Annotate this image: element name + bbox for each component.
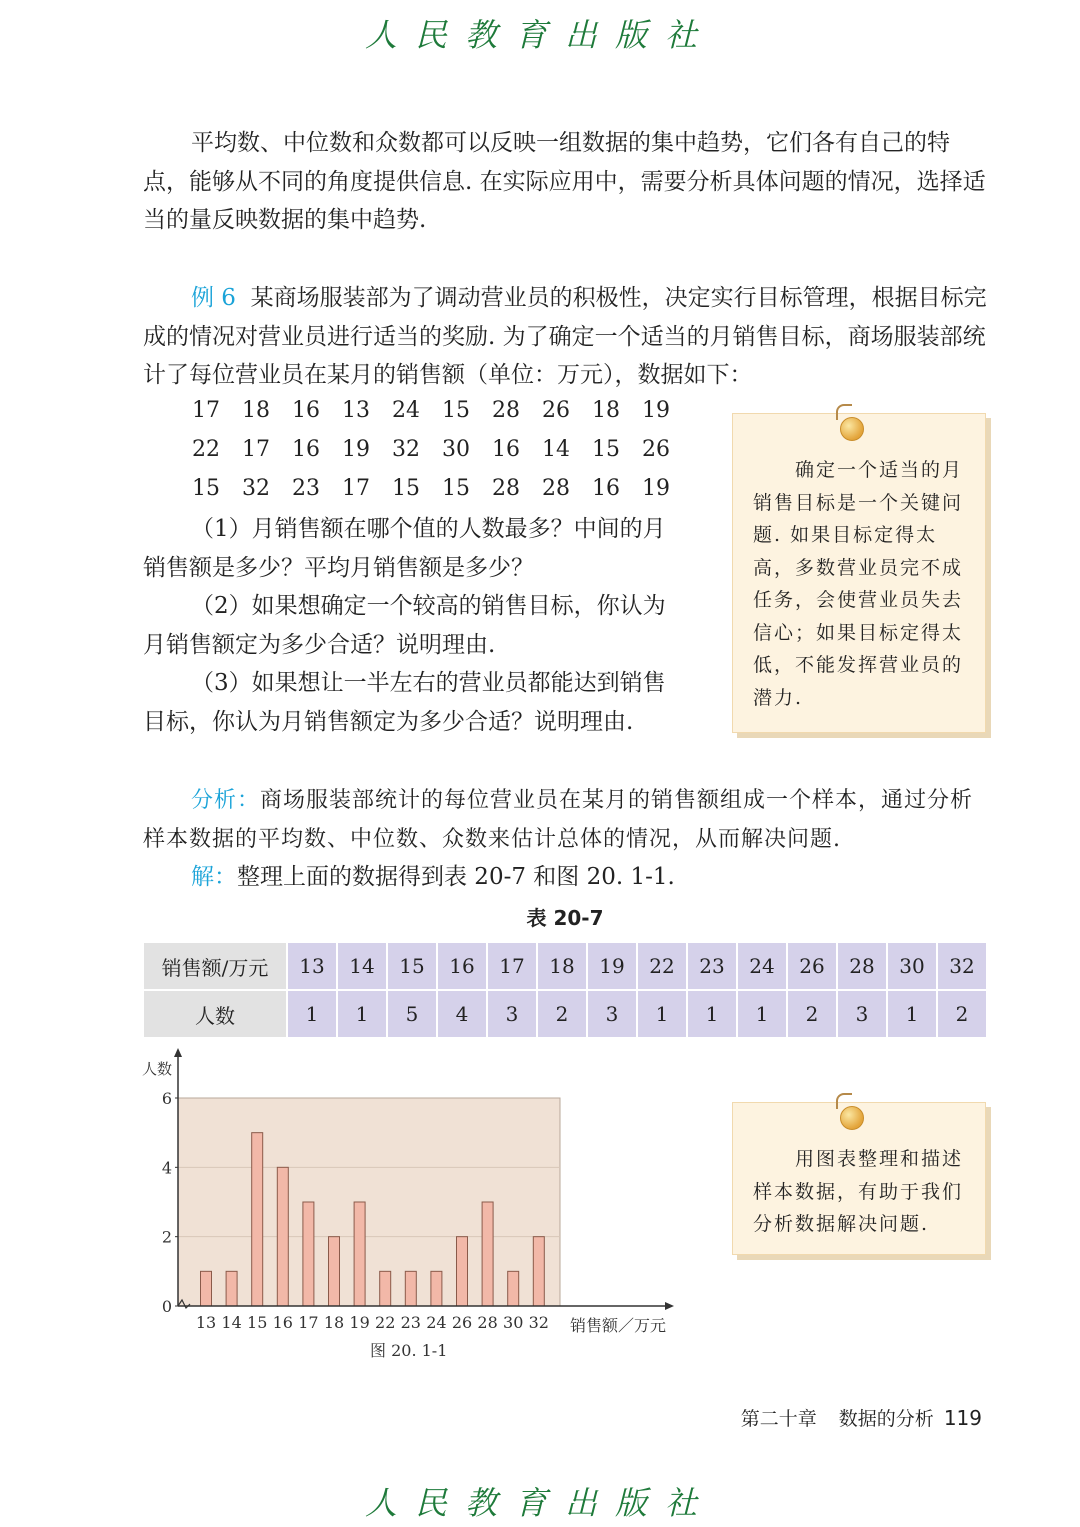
table-caption: 表 20-7 <box>526 906 604 930</box>
data-value: 18 <box>242 398 270 423</box>
question-3: （3）如果想让一半左右的营业员都能达到销售目标，你认为月销售额定为多少合适？说明理由. <box>143 670 666 735</box>
side-note-1 <box>732 413 986 733</box>
analysis-text: 商场服装部统计的每位营业员在某月的销售额组成一个样本，通过分析样本数据的平均数、中位数、众数来估计总体的情况，从而解决问题. <box>143 788 974 852</box>
table-cell-count: 2 <box>537 990 587 1038</box>
table-cell-count: 5 <box>387 990 437 1038</box>
bar-13 <box>201 1271 212 1306</box>
intro-paragraph <box>143 124 988 240</box>
bar-18 <box>329 1237 340 1306</box>
data-value: 17 <box>242 437 270 462</box>
bar-26 <box>457 1237 468 1306</box>
y-axis-label: 人数 <box>142 1060 173 1078</box>
data-value: 28 <box>492 398 520 423</box>
example-label: 例 6 <box>191 285 236 311</box>
table-cell-count: 3 <box>837 990 887 1038</box>
table-cell-sales: 24 <box>737 942 787 990</box>
table-header-count: 人数 <box>143 990 287 1038</box>
page-footer <box>741 1404 982 1431</box>
table-cell-sales: 22 <box>637 942 687 990</box>
data-value: 17 <box>342 476 370 501</box>
table-cell-count: 1 <box>687 990 737 1038</box>
table-cell-count: 3 <box>587 990 637 1038</box>
bar-14 <box>226 1271 237 1306</box>
analysis-paragraph <box>143 782 988 859</box>
question-1: （1）月销售额在哪个值的人数最多？中间的月销售额是多少？平均月销售额是多少？ <box>143 516 666 581</box>
data-value: 18 <box>592 398 620 423</box>
data-value: 19 <box>642 476 670 501</box>
side-note-2-text: 用图表整理和描述样本数据，有助于我们分析数据解决问题. <box>753 1148 964 1235</box>
bar-17 <box>303 1202 314 1306</box>
data-value: 30 <box>442 437 470 462</box>
data-value: 13 <box>342 398 370 423</box>
table-cell-sales: 18 <box>537 942 587 990</box>
x-tick-label: 15 <box>247 1313 268 1332</box>
bar-24 <box>431 1271 442 1306</box>
x-axis-label: 销售额／万元 <box>570 1316 667 1335</box>
bar-19 <box>354 1202 365 1306</box>
table-cell-count: 1 <box>337 990 387 1038</box>
x-tick-label: 28 <box>477 1313 498 1332</box>
example-text: 某商场服装部为了调动营业员的积极性，决定实行目标管理，根据目标完成的情况对营业员进行适当的奖励. 为了确定一个适当的月销售目标，商场服装部统计了每位营业员在某月的销售额（单位：万元），数据如下： <box>143 285 987 388</box>
frequency-table <box>142 941 988 1039</box>
table-cell-sales: 15 <box>387 942 437 990</box>
table-cell-count: 1 <box>737 990 787 1038</box>
x-tick-label: 14 <box>221 1313 242 1332</box>
solution-text: 整理上面的数据得到表 20-7 和图 20. 1-1. <box>237 864 675 890</box>
data-value: 15 <box>592 437 620 462</box>
data-row-2 <box>192 437 692 462</box>
data-value: 32 <box>392 437 420 462</box>
data-row-3 <box>192 476 692 501</box>
x-tick-label: 16 <box>272 1313 293 1332</box>
analysis-label: 分析： <box>191 788 261 813</box>
data-value: 24 <box>392 398 420 423</box>
pushpin-icon <box>840 417 864 441</box>
bar-22 <box>380 1271 391 1306</box>
table-cell-sales: 23 <box>687 942 737 990</box>
data-value: 16 <box>292 398 320 423</box>
table-header-sales: 销售额/万元 <box>143 942 287 990</box>
table-cell-count: 4 <box>437 990 487 1038</box>
x-tick-label: 13 <box>195 1313 217 1332</box>
y-tick-label: 0 <box>161 1297 172 1316</box>
publisher-logo-top: 人民教育出版社 <box>364 16 715 54</box>
table-cell-sales: 16 <box>437 942 487 990</box>
bar-chart <box>130 1045 690 1365</box>
x-tick-label: 32 <box>528 1313 549 1332</box>
table-cell-count: 3 <box>487 990 537 1038</box>
data-value: 16 <box>592 476 620 501</box>
bar-32 <box>533 1237 544 1306</box>
bar-30 <box>508 1271 519 1306</box>
bar-15 <box>252 1133 263 1306</box>
x-tick-label: 23 <box>400 1313 421 1332</box>
data-value: 26 <box>642 437 670 462</box>
table-cell-count: 2 <box>787 990 837 1038</box>
table-cell-count: 1 <box>637 990 687 1038</box>
x-tick-label: 19 <box>349 1313 370 1332</box>
x-tick-label: 24 <box>426 1313 447 1332</box>
table-cell-sales: 26 <box>787 942 837 990</box>
x-tick-label: 26 <box>451 1313 473 1332</box>
data-value: 15 <box>392 476 420 501</box>
table-cell-count: 1 <box>287 990 337 1038</box>
publisher-logo-bottom: 人民教育出版社 <box>364 1484 715 1522</box>
page-number: 119 <box>943 1406 982 1430</box>
data-value: 17 <box>192 398 220 423</box>
data-value: 22 <box>192 437 220 462</box>
data-value: 26 <box>542 398 570 423</box>
footer-chapter: 第二十章 <box>740 1408 817 1430</box>
data-value: 23 <box>292 476 320 501</box>
data-value: 19 <box>642 398 670 423</box>
table-cell-sales: 28 <box>837 942 887 990</box>
figure-caption: 图 20. 1-1 <box>370 1341 448 1360</box>
table-cell-sales: 17 <box>487 942 537 990</box>
data-value: 15 <box>442 476 470 501</box>
table-cell-sales: 19 <box>587 942 637 990</box>
x-tick-label: 18 <box>323 1313 345 1332</box>
table-cell-sales: 30 <box>887 942 937 990</box>
intro-text: 平均数、中位数和众数都可以反映一组数据的集中趋势，它们各有自己的特点，能够从不同的角度提供信息. 在实际应用中，需要分析具体问题的情况，选择适当的量反映数据的集中趋势. <box>143 130 986 233</box>
y-tick-label: 4 <box>161 1158 172 1178</box>
data-value: 28 <box>492 476 520 501</box>
x-tick-label: 17 <box>298 1313 319 1332</box>
table-cell-sales: 32 <box>937 942 987 990</box>
pushpin-icon-2 <box>840 1106 864 1130</box>
y-axis-arrow <box>174 1048 182 1057</box>
solution-label: 解： <box>191 864 237 890</box>
data-row-1 <box>192 398 692 423</box>
table-row-sales <box>143 942 987 990</box>
data-value: 14 <box>542 437 570 462</box>
side-note-1-text: 确定一个适当的月销售目标是一个关键问题. 如果目标定得太高，多数营业员完不成任务，会使营业员失去信心；如果目标定得太低，不能发挥营业员的潜力. <box>753 459 964 709</box>
bar-16 <box>277 1167 288 1306</box>
x-tick-label: 30 <box>503 1313 524 1332</box>
x-axis-arrow <box>665 1302 674 1310</box>
table-cell-count: 1 <box>887 990 937 1038</box>
footer-title: 数据的分析 <box>838 1408 934 1430</box>
bar-23 <box>405 1271 416 1306</box>
table-cell-count: 2 <box>937 990 987 1038</box>
y-tick-label: 2 <box>161 1227 172 1247</box>
data-value: 28 <box>542 476 570 501</box>
data-value: 16 <box>492 437 520 462</box>
data-value: 15 <box>192 476 220 501</box>
data-value: 19 <box>342 437 370 462</box>
question-2: （2）如果想确定一个较高的销售目标，你认为月销售额定为多少合适？说明理由. <box>143 593 666 658</box>
table-cell-sales: 14 <box>337 942 387 990</box>
table-cell-sales: 13 <box>287 942 337 990</box>
example-paragraph <box>143 279 988 395</box>
x-tick-label: 22 <box>375 1313 396 1332</box>
table-row-count <box>143 990 987 1038</box>
data-value: 15 <box>442 398 470 423</box>
y-tick-label: 6 <box>161 1089 172 1108</box>
data-value: 32 <box>242 476 270 501</box>
data-value: 16 <box>292 437 320 462</box>
solution-paragraph <box>143 858 988 897</box>
questions <box>143 510 688 741</box>
bar-28 <box>482 1202 493 1306</box>
